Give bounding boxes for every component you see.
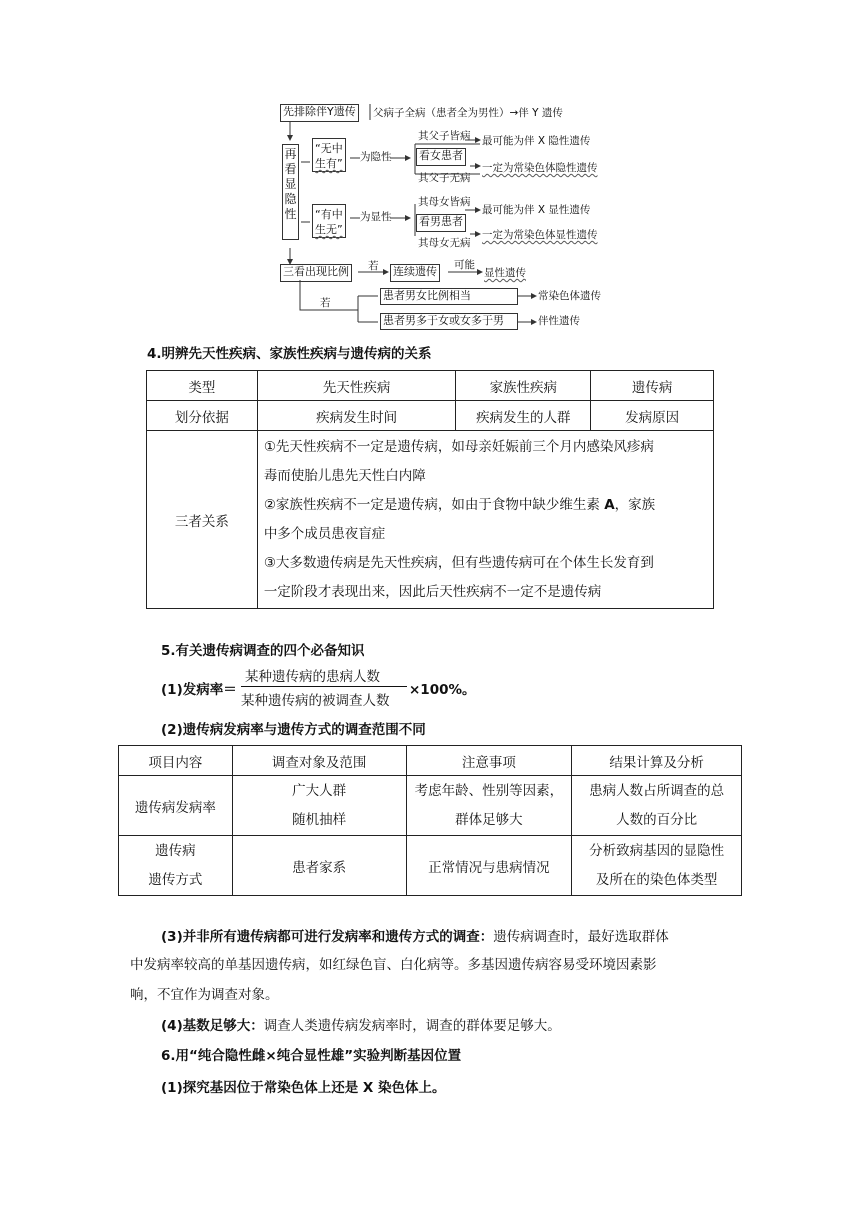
auto-recessive-result: 一定为常染色体隐性遗传 <box>482 162 598 174</box>
ratio-unequal-box: 患者男多于女或女多于男 <box>380 313 518 330</box>
item3-line-3: 响，不宜作为调查对象。 <box>130 987 279 1003</box>
cell-line: 广大人群 <box>292 782 347 799</box>
cell-line: 及所在的染色体类型 <box>595 871 718 888</box>
possible-label: 可能 <box>454 259 475 271</box>
step1-note: 父病子全病（患者全为男性）→伴 Y 遗传 <box>373 107 563 119</box>
survey-range-table <box>118 745 742 896</box>
see-female-box: 看女患者 <box>416 148 466 166</box>
table-cell <box>406 776 572 836</box>
table-cell <box>572 836 742 896</box>
relation-line: ③大多数遗传病是先天性疾病，但有些遗传病可在个体生长发育到 <box>263 554 654 571</box>
wuzhong-line: 生有” <box>315 157 343 170</box>
table-row <box>147 401 714 431</box>
step2-char: 再 <box>284 147 297 161</box>
wuzhong-box <box>312 138 346 172</box>
section4-title: 4.明辨先天性疾病、家族性疾病与遗传病的关系 <box>147 346 432 362</box>
item4-line: (4)基数足够大：调查人类遗传病发病率时，调查的群体要足够大。 <box>161 1018 561 1034</box>
table-cell <box>232 776 406 836</box>
sex-linked-result: 伴性遗传 <box>538 315 580 327</box>
formula-denominator: 某种遗传病的被调查人数 <box>241 693 390 709</box>
auto-dominant-result: 一定为常染色体显性遗传 <box>482 229 598 241</box>
youzhong-line: 生无” <box>315 223 343 236</box>
fraction-bar <box>241 686 407 687</box>
cell-line: 分析致病基因的显隐性 <box>589 842 725 859</box>
header-cell: 先天性疾病 <box>257 371 456 401</box>
youzhong-box <box>312 204 346 238</box>
section6-title: 6.用“纯合隐性雌×纯合显性雄”实验判断基因位置 <box>161 1048 462 1064</box>
formula-suffix: ×100%。 <box>409 682 476 698</box>
header-cell: 家族性疾病 <box>456 371 591 401</box>
continuous-box: 连续遗传 <box>390 264 440 282</box>
item3-line-1: (3)并非所有遗传病都可进行发病率和遗传方式的调查：遗传病调查时，最好选取群体 <box>161 929 669 945</box>
step2-char: 看 <box>284 162 297 176</box>
table-cell: 疾病发生的人群 <box>456 401 591 431</box>
table-cell: 划分依据 <box>147 401 258 431</box>
disease-relation-table <box>146 370 714 609</box>
table-row <box>119 776 742 836</box>
mother-daughter-all-ill: 其母女皆病 <box>418 196 471 208</box>
cell-line: 遗传病 <box>155 842 196 859</box>
relation-line: 一定阶段才表现出来，因此后天性疾病不一定不是遗传病 <box>263 583 602 600</box>
header-cell: 类型 <box>147 371 258 401</box>
header-cell: 调查对象及范围 <box>232 746 406 776</box>
step2-char: 显 <box>284 177 297 191</box>
table-cell: 患者家系 <box>232 836 406 896</box>
header-cell: 项目内容 <box>119 746 233 776</box>
autosomal-result: 常染色体遗传 <box>538 290 601 302</box>
step1-box: 先排除伴Y遗传 <box>280 104 359 122</box>
table-cell: 正常情况与患病情况 <box>406 836 572 896</box>
step3-box: 三看出现比例 <box>280 264 352 282</box>
ruo-label-1: 若 <box>368 260 379 272</box>
ratio-equal-box: 患者男女比例相当 <box>380 288 518 305</box>
father-son-all-ill: 其父子皆病 <box>418 130 471 142</box>
pedigree-flowchart <box>270 100 630 332</box>
section5-title: 5.有关遗传病调查的四个必备知识 <box>161 643 365 659</box>
step2-char: 性 <box>284 207 297 221</box>
header-cell: 结果计算及分析 <box>572 746 742 776</box>
cell-line: 考虑年龄、性别等因素， <box>414 782 564 799</box>
relation-line: ②家族性疾病不一定是遗传病，如由于食物中缺少维生素 A，家族 <box>263 496 656 513</box>
table-row <box>147 431 714 609</box>
dominant-inherit-result: 显性遗传 <box>484 267 526 279</box>
relation-label-cell: 三者关系 <box>147 431 258 609</box>
father-son-none-ill: 其父子无病 <box>418 172 471 184</box>
formula-numerator: 某种遗传病的患病人数 <box>245 669 380 685</box>
to-dominant-label: 为显性 <box>360 211 392 223</box>
header-cell: 遗传病 <box>591 371 714 401</box>
step2-vertical-box <box>282 144 299 240</box>
wuzhong-line: “无中 <box>315 142 343 155</box>
cell-line: 群体足够大 <box>455 811 523 828</box>
table-cell: 遗传病发病率 <box>119 776 233 836</box>
table-row <box>119 836 742 896</box>
relation-line: ①先天性疾病不一定是遗传病，如母亲妊娠前三个月内感染风疹病 <box>263 438 654 455</box>
cell-line: 患病人数占所调查的总 <box>589 782 725 799</box>
header-cell: 注意事项 <box>406 746 572 776</box>
step2-char: 隐 <box>284 192 297 206</box>
table-cell <box>572 776 742 836</box>
table-cell <box>119 836 233 896</box>
relation-text-cell <box>257 431 713 609</box>
item4-rest: 调查人类遗传病发病率时，调查的群体要足够大。 <box>263 1018 561 1034</box>
incidence-formula <box>161 665 481 709</box>
x-recessive-result: 最可能为伴 X 隐性遗传 <box>482 135 591 147</box>
table-cell: 发病原因 <box>591 401 714 431</box>
x-dominant-result: 最可能为伴 X 显性遗传 <box>482 204 591 216</box>
mother-daughter-none-ill: 其母女无病 <box>418 237 471 249</box>
relation-line: 中多个成员患夜盲症 <box>263 525 386 542</box>
cell-line: 人数的百分比 <box>616 811 698 828</box>
relation-line: 毒而使胎儿患先天性白内障 <box>263 467 426 484</box>
item3-line-2: 中发病率较高的单基因遗传病，如红绿色盲、白化病等。多基因遗传病容易受环境因素影 <box>130 957 657 973</box>
section6-item1: (1)探究基因位于常染色体上还是 X 染色体上。 <box>161 1080 446 1096</box>
ruo-label-2: 若 <box>320 297 331 309</box>
item3-rest: 遗传病调查时，最好选取群体 <box>493 929 669 945</box>
to-recessive-label: 为隐性 <box>360 151 392 163</box>
item2-text: (2)遗传病发病率与遗传方式的调查范围不同 <box>161 722 426 738</box>
cell-line: 随机抽样 <box>292 811 347 828</box>
table-header-row <box>147 371 714 401</box>
formula-prefix: (1)发病率＝ <box>161 682 237 698</box>
table-cell: 疾病发生时间 <box>257 401 456 431</box>
see-male-box: 看男患者 <box>416 214 466 232</box>
youzhong-line: “有中 <box>315 208 343 221</box>
table-header-row <box>119 746 742 776</box>
cell-line: 遗传方式 <box>148 871 203 888</box>
